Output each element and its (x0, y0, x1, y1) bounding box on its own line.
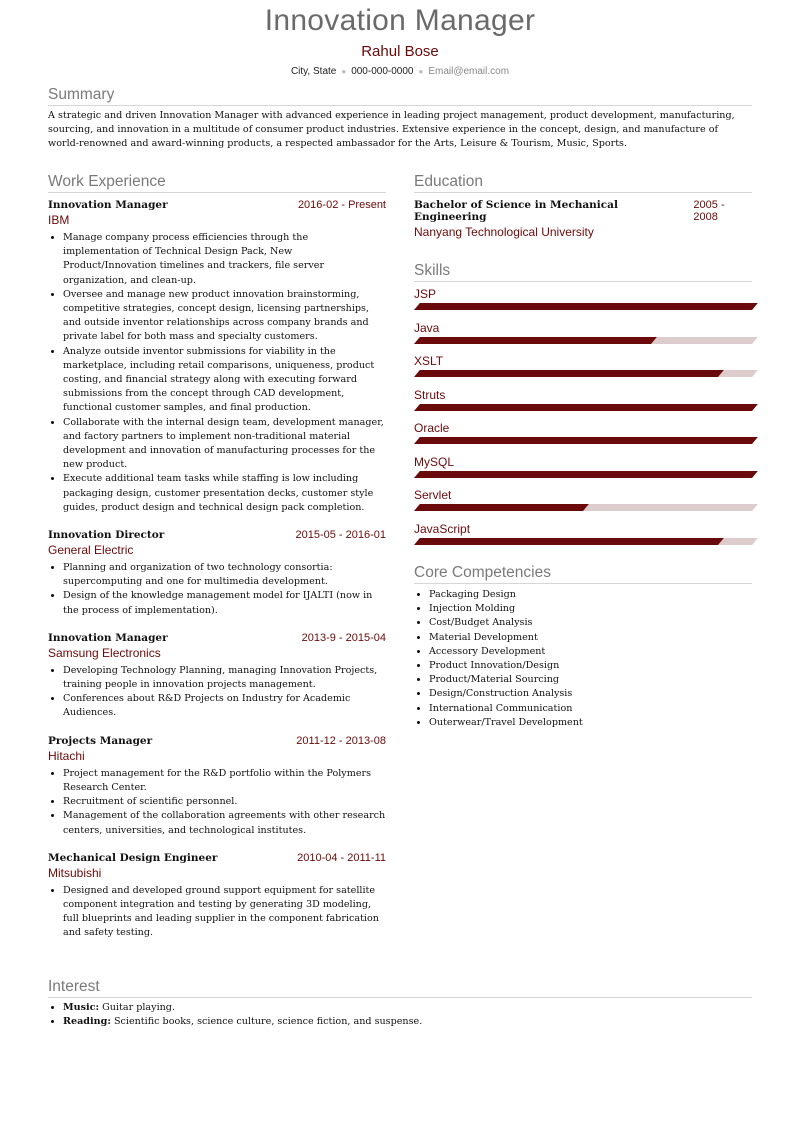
job-entry (48, 529, 386, 618)
job-entry (48, 852, 386, 941)
competencies-heading: Core Competencies (414, 564, 752, 584)
skill-name: JSP (414, 287, 437, 301)
interest-label: Reading: (63, 1016, 111, 1028)
skill-level-bar (414, 337, 758, 344)
job-position: Projects Manager (48, 734, 153, 747)
interest-list (48, 1001, 752, 1029)
interest-label: Music: (63, 1002, 100, 1013)
competency-item: • Product Innovation/Design (429, 659, 752, 673)
education-dates: 2005 - 2008 (693, 199, 725, 223)
right-column (414, 173, 752, 730)
job-bullet: • Design of the knowledge management model for IJALTI (now in the process of implementation). (63, 589, 386, 617)
skill-level-fill (414, 370, 724, 377)
skill-level-bar (414, 404, 758, 411)
job-header (48, 852, 386, 864)
job-bullet: • Planning and organization of two technology consortia: supercomputing and one for multimedia development. (63, 561, 386, 589)
education-section (414, 173, 752, 240)
skill-level-bar (414, 370, 758, 377)
contact-separator: ● (418, 67, 424, 76)
competency-item: • Outerwear/Travel Development (429, 716, 752, 730)
skill-name: XSLT (414, 354, 444, 368)
job-bullets (48, 664, 386, 721)
company-name: Mitsubishi (48, 865, 102, 880)
competency-item: • Material Development (429, 631, 752, 645)
skill-item (414, 383, 752, 417)
contact-location: City, State (290, 66, 337, 77)
contact-email[interactable]: Email@email.com (428, 66, 510, 77)
interest-text: Guitar playing. (102, 1002, 176, 1013)
job-bullet: • Project management for the R&D portfolio within the Polymers Research Center. (63, 767, 386, 795)
skill-level-bar (414, 437, 758, 444)
interest-section (48, 978, 752, 1029)
competency-item: • Injection Molding (429, 602, 752, 616)
interest-item (63, 1015, 752, 1029)
job-bullets (48, 767, 386, 838)
competency-item: • Product/Material Sourcing (429, 673, 752, 687)
job-dates: 2010-04 - 2011-11 (297, 851, 386, 864)
skill-level-bar (414, 471, 758, 478)
job-dates: 2016-02 - Present (297, 199, 386, 211)
job-bullet: • Conferences about R&D Projects on Industry for Academic Audiences. (63, 692, 386, 720)
job-position: Innovation Manager (48, 199, 168, 211)
job-bullets (48, 884, 386, 941)
competency-item: • International Communication (429, 702, 752, 716)
job-header (48, 735, 386, 747)
job-entry (48, 199, 386, 515)
company-name: Samsung Electronics (48, 645, 161, 660)
job-bullet: • Execute additional team tasks while staffing is low including packaging design, customer presentation decks, customer style guides, product design and technical design pack completion. (63, 472, 386, 515)
job-bullet: • Developing Technology Planning, managing Innovation Projects, training people in innovation projects management. (63, 664, 386, 692)
summary-text: A strategic and driven Innovation Manager with advanced experience in leading project management, product development, manufacturing, sourcing, and innovation in a multitude of consumer product industries. Extensive experience in the concept, design, and manufacture of world-renowned and award-winning products, a respected ambassador for the Arts, Leisure & Tourism, Music, Sports. (48, 110, 735, 150)
skill-level-fill (414, 471, 758, 478)
skill-level-bar (414, 303, 758, 310)
job-position: Innovation Manager (48, 631, 168, 644)
resume-header (0, 0, 800, 78)
job-header (48, 199, 386, 211)
competency-item: • Packaging Design (429, 588, 752, 602)
skill-name: Oracle (414, 421, 450, 435)
skill-level-fill (414, 538, 724, 545)
summary-section (48, 86, 752, 152)
skill-item (414, 483, 752, 517)
job-bullet: • Manage company process efficiencies through the implementation of Technical Design Pack, New Product/Innovation timelines and trackers, file server organization, and clean-up. (63, 231, 386, 288)
job-header (48, 529, 386, 541)
skill-level-fill (414, 504, 589, 511)
skill-name: MySQL (414, 454, 455, 469)
job-bullet: • Collaborate with the internal design team, development manager, and factory partners to implement non-traditional material development and innovation of manufacturing processes for the new product. (63, 416, 386, 473)
skill-level-bar (414, 538, 758, 545)
summary-heading: Summary (48, 86, 752, 106)
job-dates: 2013-9 - 2015-04 (301, 631, 386, 644)
company-name: IBM (48, 213, 70, 227)
contact-line (0, 66, 800, 78)
job-list (48, 199, 386, 941)
candidate-name: Rahul Bose (361, 43, 439, 60)
skill-name: Servlet (414, 488, 452, 502)
skill-level-fill (414, 437, 758, 444)
skill-item (414, 450, 752, 484)
skill-name: Java (414, 320, 440, 335)
competency-item: • Design/Construction Analysis (429, 687, 752, 701)
skill-item (414, 349, 752, 383)
experience-heading: Work Experience (48, 173, 386, 193)
job-entry (48, 735, 386, 838)
skill-name: JavaScript (414, 521, 471, 536)
job-bullet: • Management of the collaboration agreements with other research centers, universities, and technological institutes. (63, 809, 386, 837)
skill-level-fill (414, 404, 758, 411)
job-header (48, 632, 386, 644)
skill-level-fill (414, 303, 758, 310)
skills-heading: Skills (414, 262, 752, 282)
skills-section (414, 262, 752, 550)
competency-item: • Cost/Budget Analysis (429, 616, 752, 630)
company-name: Hitachi (48, 748, 85, 763)
job-entry (48, 632, 386, 721)
company-name: General Electric (48, 543, 134, 558)
job-bullets (48, 561, 386, 618)
job-dates: 2015-05 - 2016-01 (295, 529, 386, 542)
skill-item (414, 416, 752, 450)
skill-item (414, 282, 752, 316)
job-bullet: • Oversee and manage new product innovation brainstorming, competitive strategies, concept design, licensing partnerships, and outside inventor relationships across company brands and private label for both mass and specialty customers. (63, 288, 386, 345)
job-bullet: • Analyze outside inventor submissions for viability in the marketplace, including retail comparisons, uniqueness, product costing, and financial strategy along with executing forward submissions from the concept through CAD development, functional customer samples, and final production. (63, 345, 386, 416)
education-heading: Education (414, 173, 752, 193)
interest-item (63, 1001, 752, 1015)
skill-item (414, 517, 752, 551)
job-title-heading: Innovation Manager (264, 4, 536, 37)
competencies-list (414, 588, 752, 730)
competencies-section (414, 564, 752, 730)
degree-title: Bachelor of Science in Mechanical Engineering (414, 199, 618, 223)
skill-level-fill (414, 337, 656, 344)
left-column (48, 173, 386, 941)
skill-item (414, 316, 752, 350)
education-entry (414, 199, 752, 240)
interest-heading: Interest (48, 978, 752, 998)
job-position: Mechanical Design Engineer (48, 851, 218, 864)
job-bullet: • Recruitment of scientific personnel. (63, 795, 386, 809)
contact-separator: ● (341, 67, 347, 76)
job-dates: 2011-12 - 2013-08 (296, 734, 386, 747)
job-bullets (48, 231, 386, 515)
skills-list (414, 282, 752, 550)
school-name: Nanyang Technological University (414, 225, 594, 239)
skill-level-bar (414, 504, 758, 511)
job-bullet: • Designed and developed ground support equipment for satellite component integration and testing by generating 3D modeling, full blueprints and leading supplier in the component fabrication and safety testing. (63, 884, 386, 941)
job-position: Innovation Director (48, 529, 165, 542)
interest-text: Scientific books, science culture, science fiction, and suspense. (113, 1016, 423, 1028)
skill-name: Struts (414, 387, 446, 402)
contact-phone: 000-000-0000 (351, 66, 414, 77)
competency-item: • Accessory Development (429, 645, 752, 659)
